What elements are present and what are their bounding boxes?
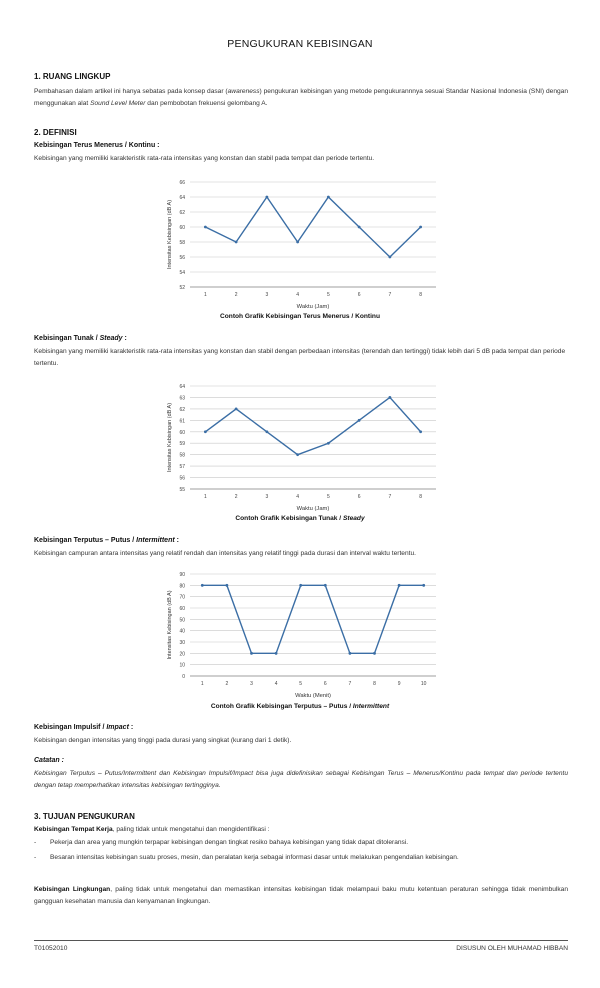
goal-environment-text: Kebisingan Lingkungan, paling tidak untuk mengetahui dan memastikan intensitas kebisingan tidak melampaui baku mutu ketentuan peraturan sehingga tidak menimbulkan gangguan kesehatan manusia dan kenyamanan lingkungan.: [34, 886, 568, 905]
data-point: [358, 419, 361, 422]
data-point: [235, 407, 238, 410]
y-tick-label: 54: [179, 270, 185, 276]
data-point: [226, 584, 229, 587]
x-tick-label: 4: [296, 292, 300, 298]
data-point: [327, 442, 330, 445]
y-tick-label: 64: [179, 384, 185, 390]
chart-intermittent-caption: Contoh Grafik Kebisingan Terputus – Putus / Intermittent: [210, 703, 390, 710]
x-tick-label: 10: [420, 681, 427, 687]
note-title: Catatan :: [34, 757, 64, 764]
data-point: [388, 256, 391, 259]
definition-tunak-text: Kebisingan yang memiliki karakteristik rata-rata intensitas yang konstan dan stabil dengan perbedaan intensitas (terendah dan tertinggi) tidak lebih dari 5 dB pada tempat dan periode tertentu.: [34, 348, 566, 367]
chart-kontinu: [150, 176, 450, 311]
data-point: [419, 226, 422, 229]
y-axis-title: Intensitas Kebisingan (dB A): [167, 199, 173, 270]
x-tick-label: 6: [357, 494, 361, 500]
x-tick-label: 6: [323, 681, 327, 687]
x-tick-label: 6: [357, 292, 361, 298]
x-tick-label: 7: [388, 494, 392, 500]
x-tick-label: 1: [203, 292, 207, 298]
y-tick-label: 63: [179, 395, 185, 402]
chart-tunak: [150, 380, 450, 513]
section-1-paragraph: Pembahasan dalam artikel ini hanya sebatas pada konsep dasar (awareness) pengukuran kebisingan yang metode pengukurannnya sesuai Standar Nasional Indonesia (SNI) dengan menggunakan alat Sound Level Meter dan pembobotan frekuensi gelombang A.: [34, 88, 569, 107]
x-tick-label: 5: [299, 681, 303, 687]
x-tick-label: 3: [250, 681, 253, 687]
y-tick-label: 50: [179, 617, 185, 624]
data-point: [299, 584, 302, 587]
y-tick-label: 10: [179, 662, 185, 669]
data-point: [296, 453, 299, 456]
y-tick-label: 62: [179, 406, 185, 413]
x-tick-label: 3: [265, 494, 269, 500]
data-point: [358, 226, 361, 229]
footer-doc-code: T01052010: [34, 945, 68, 952]
data-point: [349, 652, 352, 655]
y-tick-label: 59: [179, 441, 185, 448]
definition-impulsif-title: Kebisingan Impulsif / Impact :: [34, 724, 134, 731]
chart-tunak-caption: Contoh Grafik Kebisingan Tunak / Steady: [235, 515, 365, 522]
data-point: [201, 584, 204, 587]
y-tick-label: 64: [179, 195, 185, 201]
x-tick-label: 7: [348, 681, 352, 687]
x-axis-title: Waktu (Jam): [296, 304, 330, 310]
y-tick-label: 80: [179, 583, 185, 590]
x-tick-label: 8: [419, 494, 423, 500]
x-axis-title: Waktu (Jam): [296, 506, 330, 512]
y-tick-label: 90: [179, 572, 185, 578]
y-tick-label: 0: [182, 674, 185, 680]
y-tick-label: 58: [179, 240, 185, 246]
y-axis-title: Intensitas Kebisingan (dB A): [167, 590, 173, 660]
data-point: [324, 584, 327, 587]
x-tick-label: 4: [274, 681, 278, 687]
document-page: PENGUKURAN KEBISINGAN 1. RUANG LINGKUP Pembahasan dalam artikel ini hanya sebatas pada konsep dasar (awareness) pengukuran kebisingan yang metode pengukurannnya sesuai Standar Nasional Indonesia (SNI) dengan menggunakan alat Sound Level Meter dan pembobotan frekuensi gelombang A. 2. DEFINISI Kebisingan Terus Menerus / Kontinu : Kebisingan yang memiliki karakteristik rata-rata intensitas yang konstan dan stabil pada tempat dan periode tertentu. 52 54 56 58 60 62 64 66 1 2 3 4 5 6 7 8 Waktu (Jam) Intensitas Kebisingan (dB A) Contoh Grafik Kebisingan Terus Menerus / Kontinu Kebisingan Tunak / Steady : Kebisingan yang memiliki karakteristik rata-rata intensitas yang konstan dan stabil dengan perbedaan intensitas (terendah dan tertinggi) tidak lebih dari 5 dB pada tempat dan periode tertentu. 55 56 57 58 59 60 61 62 63 64 1 2 3 4 5 6 7 8 Waktu (Jam) Intensitas Kebisingan (dB A) Contoh Grafik Kebisingan Tunak / Steady Kebisingan Terputus – Putus / Intermittent : Kebisingan campuran antara intensitas yang relatif rendah dan intensitas yang relatif tinggi pada durasi dan interval waktu tertentu. 0 10 20 30 40 50 60 70 80 90 1 2 3 4 5 6 7 8 9 10 Waktu (Menit) Intensitas Kebisingan (dB A) Contoh Grafik Kebisingan Terputus – Putus / Intermittent Kebisingan Impulsif / Impact : Kebisingan dengan intensitas yang tinggi pada durasi yang singkat (kurang dari 1 detik). Catatan : Kebisingan Terputus – Putus/Intermittent dan Kebisingan Impulsif/Impact bisa juga didefinisikan sebagai Kebisingan Terus – Menerus/Kontinu pada tempat dan periode tertentu dengan tetap memperhatikan intensitas kebisingan tertingginya. 3. TUJUAN PENGUKURAN Kebisingan Tempat Kerja, paling tidak untuk mengetahui dan mengidentifikasi : - Pekerja dan area yang mungkin terpapar kebisingan dengan tingkat resiko bahaya kebisingan yang tidak dapat ditoleransi. - Besaran intensitas kebisingan suatu proses, mesin, dan peralatan kerja sebagai informasi dasar untuk melakukan pengendalian kebisingan. Kebisingan Lingkungan, paling tidak untuk mengetahui dan memastikan intensitas kebisingan tidak melampaui baku mutu ketentuan peraturan sehingga tidak menimbulkan gangguan kesehatan manusia dan kenyamanan lingkungan. T01052010 DISUSUN OLEH MUHAMAD HIBBAN: [0, 0, 600, 988]
x-tick-label: 8: [419, 292, 423, 298]
footer-author: DISUSUN OLEH MUHAMAD HIBBAN: [456, 945, 568, 952]
x-tick-label: 4: [296, 494, 300, 500]
y-tick-label: 52: [179, 285, 185, 291]
section-3-heading: 3. TUJUAN PENGUKURAN: [34, 812, 135, 821]
y-axis-title: Intensitas Kebisingan (dB A): [167, 402, 173, 473]
note-text: Kebisingan Terputus – Putus/Intermittent dan Kebisingan Impulsif/Impact bisa juga didefinisikan sebagai Kebisingan Terus – Menerus/Kontinu pada tempat dan periode tertentu dengan tetap memperhatikan intensitas kebisingan tertingginya.: [34, 770, 568, 789]
data-point: [235, 241, 238, 244]
data-point: [296, 241, 299, 244]
chart-intermittent: [150, 568, 450, 700]
x-tick-label: 2: [234, 292, 238, 298]
y-tick-label: 61: [179, 418, 185, 425]
y-tick-label: 57: [179, 464, 185, 471]
data-point: [204, 430, 207, 433]
y-tick-label: 60: [179, 606, 185, 612]
goal-workplace-intro: Kebisingan Tempat Kerja, paling tidak untuk mengetahui dan mengidentifikasi :: [34, 826, 270, 833]
x-tick-label: 3: [265, 292, 269, 298]
x-tick-label: 1: [200, 681, 204, 687]
data-point: [265, 196, 268, 199]
y-tick-label: 62: [179, 210, 185, 216]
x-tick-label: 1: [203, 494, 207, 500]
y-tick-label: 20: [179, 651, 185, 658]
data-point: [250, 652, 253, 655]
definition-intermittent-text: Kebisingan campuran antara intensitas yang relatif rendah dan intensitas yang relatif tinggi pada durasi dan interval waktu tertentu.: [34, 550, 416, 557]
section-2-heading: 2. DEFINISI: [34, 128, 77, 137]
y-tick-label: 56: [179, 255, 185, 261]
x-tick-label: 2: [234, 494, 238, 500]
definition-kontinu-title: Kebisingan Terus Menerus / Kontinu :: [34, 142, 160, 149]
x-tick-label: 9: [397, 681, 401, 687]
data-point: [388, 396, 391, 399]
y-tick-label: 66: [179, 180, 185, 186]
y-tick-label: 60: [179, 225, 185, 231]
page-title: PENGUKURAN KEBISINGAN: [227, 38, 373, 50]
y-tick-label: 40: [179, 628, 185, 635]
section-1-heading: 1. RUANG LINGKUP: [34, 72, 111, 81]
y-tick-label: 70: [179, 594, 185, 601]
y-tick-label: 30: [179, 640, 185, 646]
data-point: [327, 196, 330, 199]
data-point: [265, 430, 268, 433]
x-axis-title: Waktu (Menit): [295, 693, 331, 699]
y-tick-label: 58: [179, 452, 185, 459]
definition-kontinu-text: Kebisingan yang memiliki karakteristik rata-rata intensitas yang konstan dan stabil pada tempat dan periode tertentu.: [34, 155, 375, 162]
series-line: [205, 397, 420, 454]
definition-impulsif-text: Kebisingan dengan intensitas yang tinggi pada durasi yang singkat (kurang dari 1 detik).: [34, 737, 292, 744]
x-tick-label: 2: [225, 681, 229, 687]
y-tick-label: 55: [179, 487, 185, 493]
data-point: [204, 226, 207, 229]
y-tick-label: 60: [179, 429, 185, 436]
chart-kontinu-caption: Contoh Grafik Kebisingan Terus Menerus / Kontinu: [220, 313, 380, 320]
data-point: [419, 430, 422, 433]
x-tick-label: 7: [388, 292, 392, 298]
data-point: [422, 584, 425, 587]
data-point: [275, 652, 278, 655]
data-point: [398, 584, 401, 587]
definition-intermittent-title: Kebisingan Terputus – Putus / Intermittent :: [34, 537, 179, 544]
data-point: [373, 652, 376, 655]
footer-divider: [34, 940, 568, 941]
x-tick-label: 5: [326, 494, 330, 500]
y-tick-label: 56: [179, 475, 185, 482]
x-tick-label: 8: [373, 681, 376, 687]
definition-tunak-title: Kebisingan Tunak / Steady :: [34, 335, 127, 342]
x-tick-label: 5: [326, 292, 330, 298]
